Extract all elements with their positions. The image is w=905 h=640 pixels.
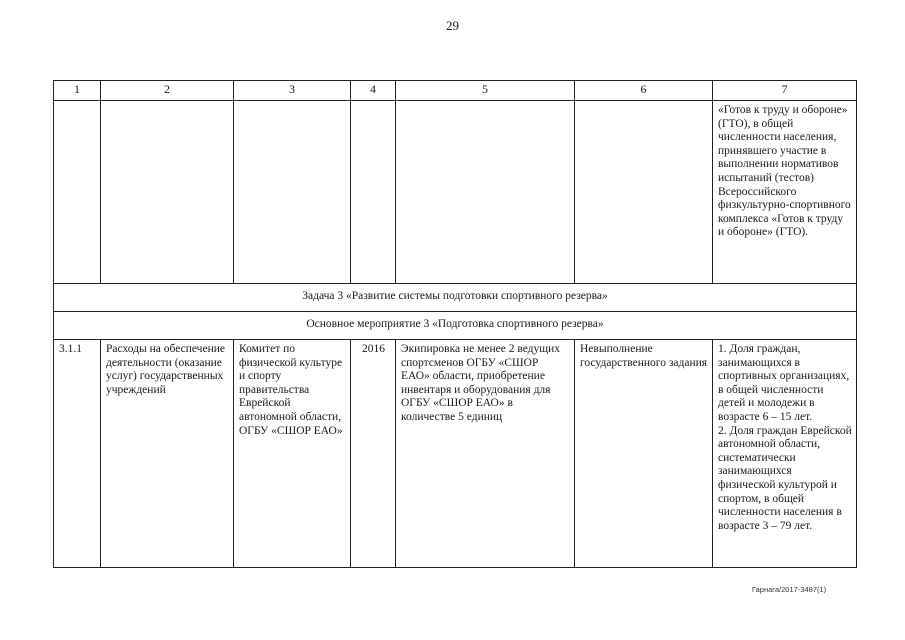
column-header-7: 7 [713, 81, 857, 101]
column-header-4: 4 [351, 81, 396, 101]
row-number: 3.1.1 [54, 340, 101, 568]
continuation-cell-3 [234, 101, 351, 284]
row-indicators [713, 340, 857, 568]
continuation-cell-5 [396, 101, 575, 284]
table-header-row [54, 81, 857, 101]
row-result: Экипировка не менее 2 ведущих спортсменов ОГБУ «СШОР ЕАО» области, приобретение инвентаря и оборудования для ОГБУ «СШОР ЕАО» в количестве 5 единиц [396, 340, 575, 568]
row-executor: Комитет по физической культуре и спорту правительства Еврейской автономной области, ОГБУ «СШОР ЕАО» [234, 340, 351, 568]
continuation-row [54, 101, 857, 284]
continuation-cell-2 [101, 101, 234, 284]
indicator-2: 2. Доля граждан Еврейской автономной области, систематически занимающихся физической культурой и спортом, в общей численности населения в возрасте 3 – 79 лет. [718, 424, 852, 532]
row-name: Расходы на обеспечение деятельности (оказание услуг) государственных учреждений [101, 340, 234, 568]
task-title: Задача 3 «Развитие системы подготовки спортивного резерва» [54, 284, 857, 312]
column-header-1: 1 [54, 81, 101, 101]
column-header-6: 6 [575, 81, 713, 101]
continuation-cell-6 [575, 101, 713, 284]
row-year: 2016 [351, 340, 396, 568]
main-activity-row [54, 312, 857, 340]
page-number: 29 [446, 18, 459, 33]
program-table [53, 80, 857, 568]
column-header-2: 2 [101, 81, 234, 101]
table-row [54, 340, 857, 568]
continuation-cell-4 [351, 101, 396, 284]
indicator-1: 1. Доля граждан, занимающихся в спортивных организациях, в общей численности детей и молодежи в возрасте 6 – 15 лет. [718, 343, 850, 423]
continuation-indicator-text: «Готов к труду и обороне» (ГТО), в общей численности населения, принявшего участие в выполнении нормативов испытаний (тестов) Всероссийского физкультурно-спортивного комплекса «Готов к труду и обороне» (ГТО). [713, 101, 857, 284]
document-footer-code: Гарнага/2017-3487(1) [752, 585, 827, 594]
task-row [54, 284, 857, 312]
column-header-3: 3 [234, 81, 351, 101]
continuation-cell-1 [54, 101, 101, 284]
main-activity-title: Основное мероприятие 3 «Подготовка спортивного резерва» [54, 312, 857, 340]
row-consequences: Невыполнение государственного задания [575, 340, 713, 568]
column-header-5: 5 [396, 81, 575, 101]
